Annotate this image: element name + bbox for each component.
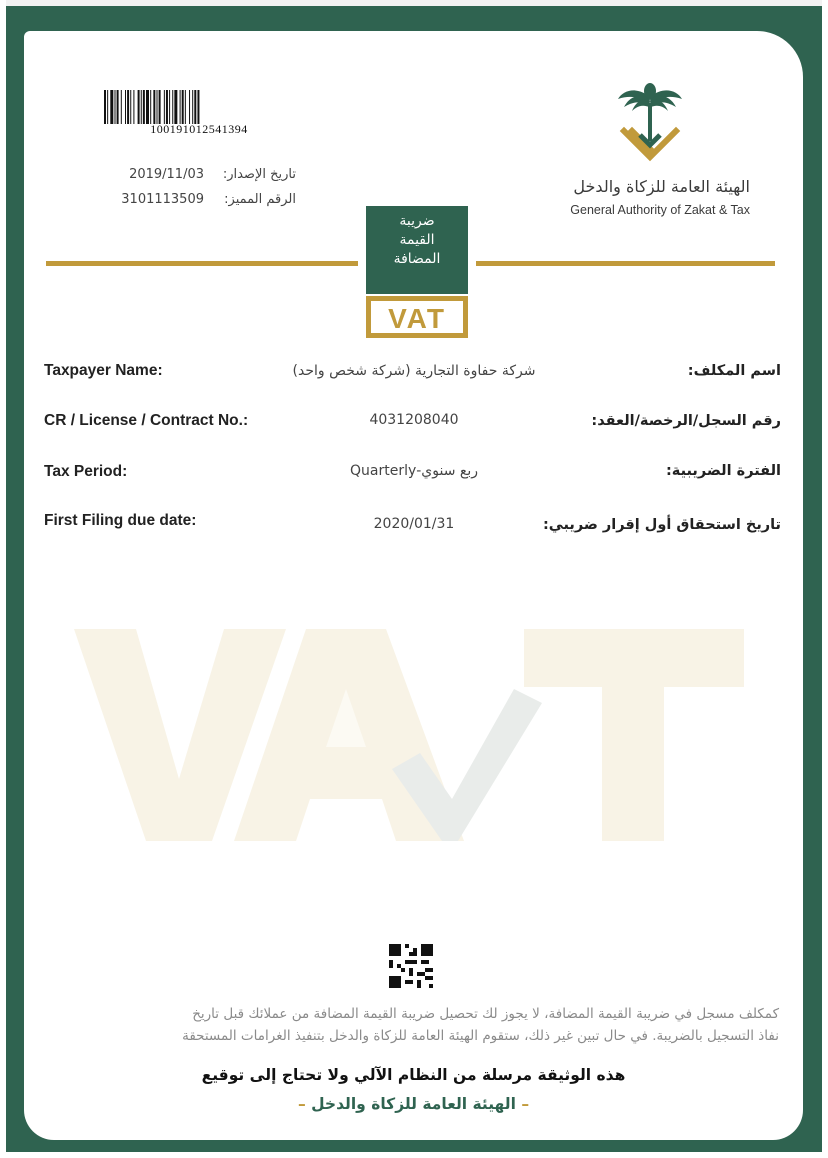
authority-name-english: General Authority of Zakat & Tax bbox=[570, 203, 750, 217]
license-number-label-en: CR / License / Contract No.: bbox=[44, 412, 249, 429]
tax-period-label-en: Tax Period: bbox=[44, 463, 128, 480]
first-filing-value: 2020/01/31 bbox=[373, 516, 455, 532]
vat-badge-arabic bbox=[366, 206, 468, 294]
footer-dash-right: – bbox=[521, 1095, 530, 1113]
first-filing-label-en: First Filing due date: bbox=[44, 512, 197, 529]
footer-authority-name: الهيئة العامة للزكاة والدخل bbox=[311, 1095, 516, 1113]
authority-signature-line bbox=[24, 1095, 803, 1113]
issue-date-label: تاريخ الإصدار: bbox=[222, 167, 296, 182]
authority-name-arabic: الهيئة العامة للزكاة والدخل bbox=[573, 177, 750, 196]
gold-divider-left bbox=[46, 261, 358, 266]
authority-palm-logo bbox=[614, 79, 686, 169]
auto-generated-statement: هذه الوثيقة مرسلة من النظام الآلي ولا تحتاج إلى توقيع bbox=[201, 1066, 626, 1084]
first-filing-label-ar: تاريخ استحقاق أول إقرار ضريبي: bbox=[543, 517, 781, 533]
vat-badge-mark-box bbox=[366, 296, 468, 338]
vat-badge bbox=[366, 206, 468, 338]
taxpayer-name-label-en: Taxpayer Name: bbox=[44, 362, 163, 379]
taxpayer-name-label-ar: اسم المكلف: bbox=[687, 363, 781, 379]
issue-date-value: 2019/11/03 bbox=[129, 167, 204, 182]
unique-id-value: 3101113509 bbox=[121, 192, 204, 207]
taxpayer-name-value: شركة حفاوة التجارية (شركة شخص واحد) bbox=[292, 363, 536, 379]
tax-period-label-ar: الفترة الضريبية: bbox=[666, 463, 781, 479]
certificate-card bbox=[24, 31, 803, 1140]
tax-period-value: ربع سنوي-Quarterly bbox=[349, 463, 479, 479]
vat-badge-line2: القيمة bbox=[399, 232, 435, 248]
unique-id-label: الرقم المميز: bbox=[224, 192, 296, 207]
license-number-value: 4031208040 bbox=[369, 412, 459, 428]
notice-line1: كمكلف مسجل في ضريبة القيمة المضافة، لا يجوز لك تحصيل ضريبة القيمة المضافة من عملائك قبل تاريخ bbox=[192, 1006, 779, 1022]
barcode-number: 100191012541394 bbox=[150, 122, 248, 136]
license-number-label-ar: رقم السجل/الرخصة/العقد: bbox=[591, 413, 781, 429]
vat-watermark bbox=[74, 629, 744, 844]
gold-divider-right bbox=[476, 261, 775, 266]
vat-badge-mark: VAT bbox=[388, 303, 446, 334]
vat-badge-line1: ضريبة bbox=[399, 213, 435, 229]
qr-code bbox=[389, 944, 433, 988]
footer-dash-left: – bbox=[297, 1095, 306, 1113]
registration-notice bbox=[44, 1003, 779, 1047]
vat-badge-line3: المضافة bbox=[393, 251, 441, 267]
notice-line2: نفاذ التسجيل بالضريبة. في حال تبين غير ذلك، ستقوم الهيئة العامة للزكاة والدخل بتنفيذ الغرامات المستحقة bbox=[182, 1028, 779, 1044]
